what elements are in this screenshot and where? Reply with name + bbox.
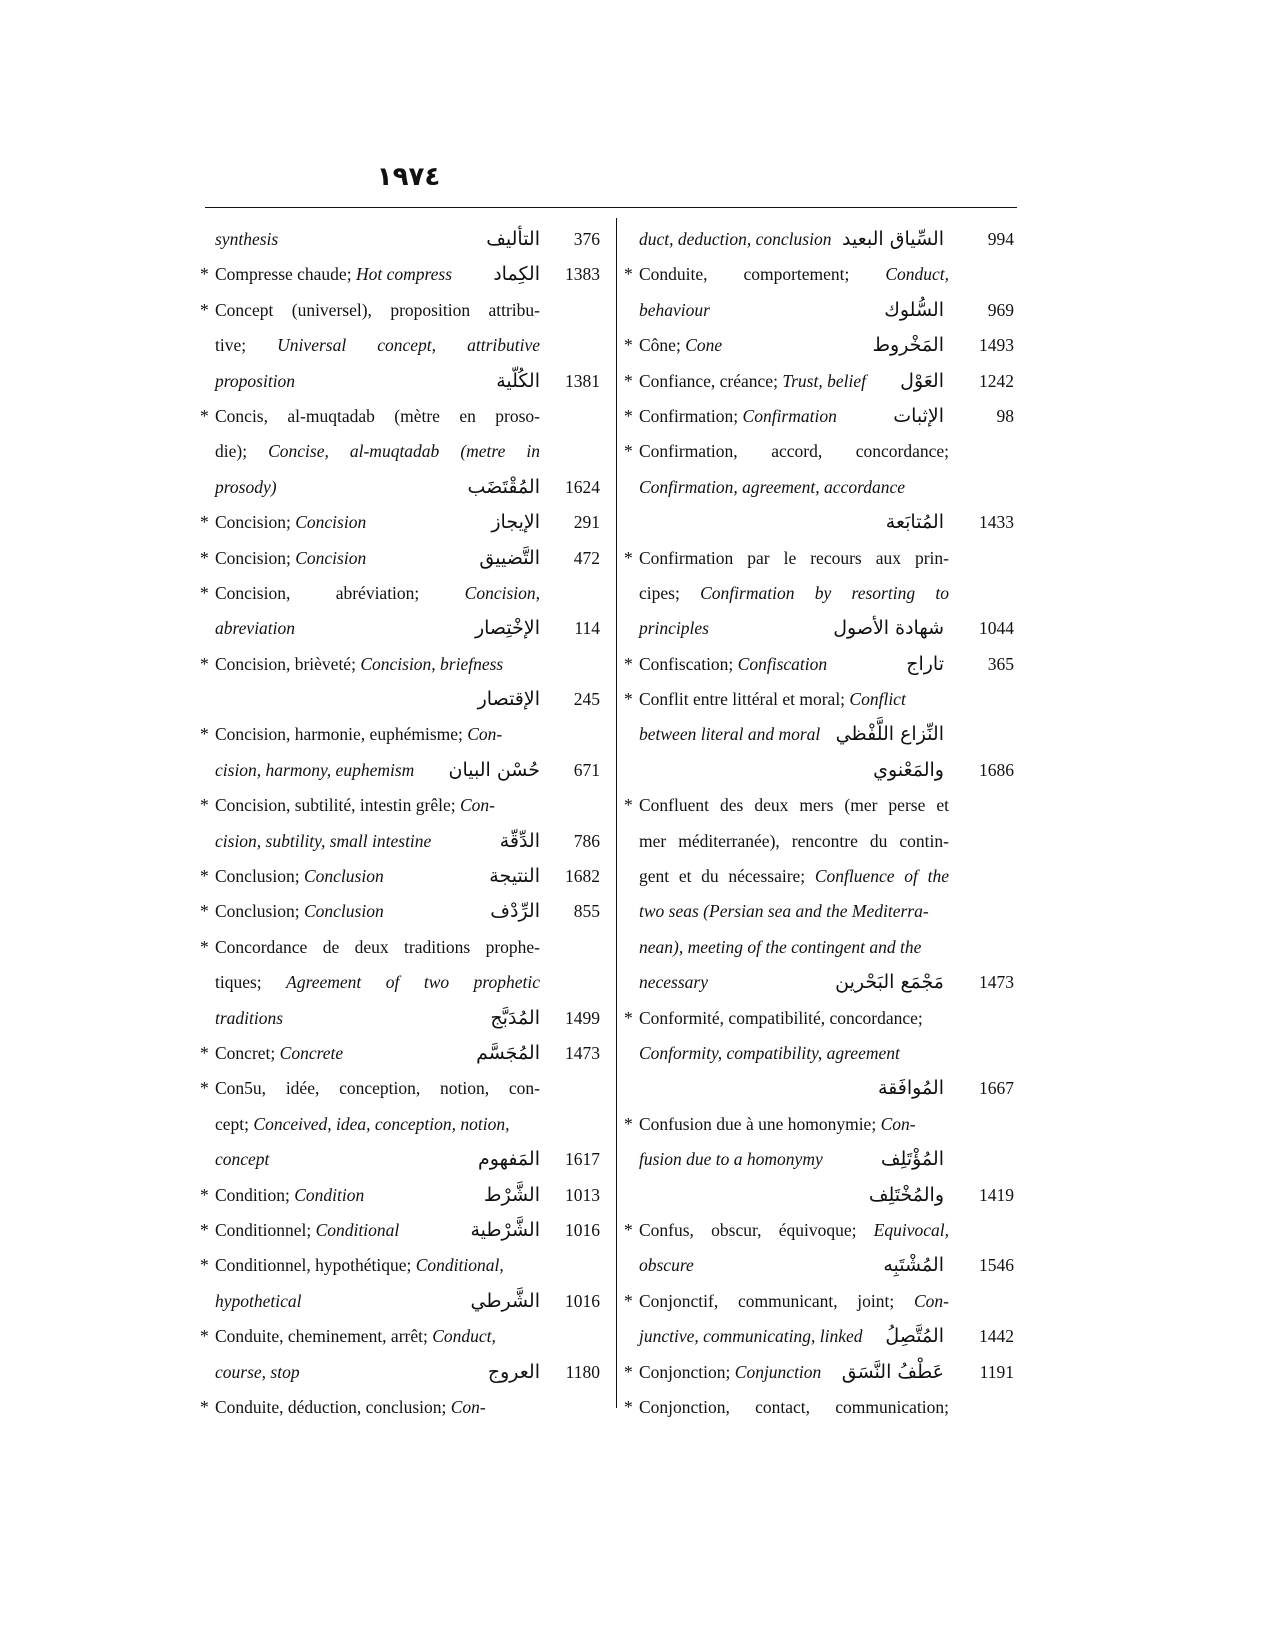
entry-text: Confirmation; Confirmation (639, 405, 837, 426)
entry-line (200, 611, 600, 646)
entry-marker: * (200, 1219, 209, 1240)
entry-line (200, 824, 600, 859)
entry-line (624, 293, 1014, 328)
entry-number: 671 (573, 759, 600, 780)
entry-text: obscure (639, 1255, 694, 1276)
entry-line (624, 1036, 1014, 1071)
entry-line (200, 930, 600, 965)
entry-line (200, 1248, 600, 1283)
arabic-term: المُتابَعة (885, 511, 944, 534)
entry-text: Confluent des deux mers (mer perse et (639, 795, 949, 816)
entry-line (200, 1071, 600, 1106)
arabic-term: المُؤْتَلِف (880, 1148, 944, 1171)
entry-text: cision, harmony, euphemism (215, 759, 415, 780)
entry-marker: * (624, 795, 633, 816)
entry-text: Concis, al-muqtadab (mètre en proso- (215, 405, 540, 426)
entry-line (624, 328, 1014, 363)
entry-text: Compresse chaude; Hot compress (215, 264, 453, 285)
entry-marker: * (624, 653, 633, 674)
entry-text: tiques; Agreement of two prophetic (215, 972, 541, 993)
entry-line (200, 576, 600, 611)
entry-line (624, 1071, 1014, 1106)
entry-line (200, 1390, 600, 1425)
entry-line (200, 1036, 600, 1071)
entry-text: proposition (215, 370, 296, 391)
entry-marker: * (200, 1184, 209, 1205)
entry-marker: * (200, 936, 209, 957)
entry-text: course, stop (215, 1361, 300, 1382)
entry-text: Confiance, créance; Trust, belief (639, 370, 866, 391)
arabic-term: شهادة الأصول (833, 617, 944, 640)
entry-text: die); Concise, al-muqtadab (metre in (215, 441, 540, 462)
entry-line (200, 647, 600, 682)
entry-number: 969 (987, 299, 1014, 320)
entry-line (200, 1107, 600, 1142)
entry-number: 376 (573, 229, 600, 249)
entry-number: 98 (996, 405, 1014, 426)
entry-text: behaviour (639, 299, 710, 320)
entry-text: between literal and moral (639, 724, 821, 745)
arabic-term: الشَّرطي (470, 1289, 540, 1312)
arabic-term: الإقتصار (477, 688, 540, 711)
arabic-term: الإخْتِصار (474, 617, 540, 640)
left-column (200, 222, 600, 1425)
entry-line (624, 576, 1014, 611)
entry-line (200, 1284, 600, 1319)
arabic-term: والمَعْنوي (873, 758, 944, 781)
arabic-term: المَخْروط (872, 334, 944, 357)
entry-line (624, 1107, 1014, 1142)
entry-text: Conclusion; Conclusion (215, 901, 384, 922)
arabic-term: المُوافَقة (877, 1077, 944, 1100)
entry-text: cision, subtility, small intestine (215, 830, 432, 851)
entry-marker: * (624, 1007, 633, 1028)
entry-marker: * (200, 1255, 209, 1276)
entry-line (624, 894, 1014, 929)
entry-marker: * (200, 512, 209, 533)
entry-number: 1473 (979, 972, 1014, 993)
entry-marker: * (200, 1042, 209, 1063)
entry-text: necessary (639, 972, 709, 993)
entry-line (624, 1178, 1014, 1213)
entry-line (624, 1142, 1014, 1177)
entry-text: Conclusion; Conclusion (215, 866, 384, 887)
entry-text: principles (639, 618, 709, 639)
arabic-term: المُقْتَضَب (467, 475, 540, 498)
entry-line (200, 257, 600, 292)
arabic-term: الكُلّية (496, 369, 540, 392)
entry-line (200, 1142, 600, 1177)
entry-number: 1499 (565, 1007, 600, 1028)
header-rule (205, 207, 1017, 208)
entry-marker: * (624, 1113, 633, 1134)
entry-number: 1473 (565, 1042, 600, 1063)
entry-marker: * (624, 370, 633, 391)
entry-line (624, 859, 1014, 894)
entry-text: Conditionnel, hypothétique; Conditional, (215, 1255, 504, 1276)
entry-text: Conjonction, contact, communication; (639, 1396, 949, 1417)
entry-text: Conduite, déduction, conclusion; Con- (215, 1396, 486, 1417)
arabic-term: والمُخْتَلِف (868, 1183, 944, 1206)
entry-text: Concision; Concision (215, 512, 367, 533)
entry-text: Conformity, compatibility, agreement (639, 1042, 900, 1063)
arabic-term: المُتَّصِلُ (885, 1325, 944, 1348)
entry-number: 365 (987, 653, 1014, 674)
entry-number: 1381 (565, 370, 600, 391)
entry-number: 1016 (565, 1219, 600, 1240)
arabic-term: الشَّرْطية (470, 1218, 540, 1241)
entry-line (200, 859, 600, 894)
entry-text: cept; Conceived, idea, conception, notion, (215, 1113, 510, 1134)
entry-marker: * (200, 582, 209, 603)
entry-line (624, 611, 1014, 646)
entry-number: 114 (574, 618, 600, 639)
entry-number: 1546 (979, 1255, 1014, 1276)
arabic-term: السُّلوك (884, 298, 944, 321)
entry-line (624, 682, 1014, 717)
right-column (624, 222, 1014, 1425)
entry-line (624, 1284, 1014, 1319)
entry-number: 1667 (979, 1078, 1014, 1099)
entry-text: Conjonctif, communicant, joint; Con- (639, 1290, 949, 1311)
entry-line (200, 965, 600, 1000)
entry-line (200, 364, 600, 399)
entry-line (200, 1001, 600, 1036)
entry-marker: * (200, 1078, 209, 1099)
entry-text: gent et du nécessaire; Confluence of the (639, 866, 949, 887)
entry-line (200, 293, 600, 328)
arabic-term: الإثبات (893, 404, 944, 427)
arabic-term: النتيجة (489, 865, 540, 888)
entry-text: fusion due to a homonymy (639, 1149, 823, 1170)
arabic-term: العَوْل (900, 369, 944, 392)
entry-number: 1686 (979, 759, 1014, 780)
entry-marker: * (200, 795, 209, 816)
entry-line (624, 788, 1014, 823)
entry-text: Confirmation, accord, concordance; (639, 441, 949, 462)
entry-line (200, 222, 600, 257)
entry-marker: * (200, 405, 209, 426)
entry-line (624, 222, 1014, 257)
entry-line (624, 434, 1014, 469)
arabic-term: المُجَسَّم (476, 1041, 540, 1064)
entry-number: 1383 (565, 264, 600, 285)
entry-marker: * (624, 335, 633, 356)
entry-line (200, 753, 600, 788)
entry-number: 855 (573, 901, 600, 922)
entry-text: Concision, subtilité, intestin grêle; Con- (215, 795, 495, 816)
entry-marker: * (624, 405, 633, 426)
entry-line (200, 1213, 600, 1248)
entry-line (624, 1248, 1014, 1283)
entry-marker: * (624, 547, 633, 568)
arabic-term: المُشْتَبِه (883, 1254, 944, 1277)
entry-number: 1419 (979, 1184, 1014, 1205)
entry-text: Confiscation; Confiscation (639, 653, 828, 674)
entry-line (624, 717, 1014, 752)
entry-marker: * (200, 866, 209, 887)
entry-text: Conformité, compatibilité, concordance; (639, 1007, 923, 1028)
entry-text: tive; Universal concept, attributive (215, 335, 540, 356)
arabic-term: المُدَبَّج (490, 1006, 540, 1029)
entry-text: Conditionnel; Conditional (215, 1219, 400, 1240)
entry-line (200, 788, 600, 823)
entry-text: Confirmation, agreement, accordance (639, 476, 906, 497)
entry-marker: * (200, 547, 209, 568)
entry-line (200, 434, 600, 469)
entry-text: two seas (Persian sea and the Mediterra- (639, 901, 929, 922)
arabic-term: الإيجاز (491, 511, 540, 534)
entry-line (200, 1355, 600, 1390)
entry-text: Cône; Cone (639, 335, 723, 356)
entry-number: 1242 (979, 370, 1014, 391)
entry-line (624, 364, 1014, 399)
entry-text: Concept (universel), proposition attribu- (215, 299, 540, 320)
entry-marker: * (624, 1361, 633, 1382)
arabic-term: تاراج (906, 652, 944, 675)
entry-line (624, 1319, 1014, 1354)
entry-line (624, 824, 1014, 859)
entry-line (624, 965, 1014, 1000)
entry-line (200, 399, 600, 434)
arabic-term: المَفهوم (477, 1148, 540, 1171)
arabic-term: حُسْن البيان (448, 758, 540, 781)
entry-text: cipes; Confirmation by resorting to (639, 582, 949, 603)
entry-line (624, 930, 1014, 965)
entry-text: Conduite, comportement; Conduct, (639, 264, 949, 285)
entry-text: Confusion due à une homonymie; Con- (639, 1113, 916, 1134)
entry-line (200, 470, 600, 505)
entry-line (624, 1355, 1014, 1390)
entry-text: Conduite, cheminement, arrêt; Conduct, (215, 1326, 496, 1347)
entry-number: 994 (987, 229, 1014, 249)
entry-number: 1013 (565, 1184, 600, 1205)
entry-line (200, 1178, 600, 1213)
entry-number: 1442 (979, 1326, 1014, 1347)
entry-line (200, 1319, 600, 1354)
entry-text: concept (215, 1149, 270, 1170)
entry-marker: * (624, 441, 633, 462)
entry-number: 1016 (565, 1290, 600, 1311)
entry-text: duct, deduction, conclusion (639, 229, 832, 249)
entry-text: junctive, communicating, linked (639, 1326, 863, 1347)
entry-number: 245 (573, 689, 600, 710)
entry-text: Conflit entre littéral et moral; Conflict (639, 689, 906, 710)
entry-number: 1682 (565, 866, 600, 887)
entry-text: mer méditerranée), rencontre du contin- (639, 830, 949, 851)
entry-text: Con5u, idée, conception, notion, con- (215, 1078, 540, 1099)
entry-line (200, 894, 600, 929)
page-number: ١٩٧٤ (376, 162, 441, 192)
entry-number: 1617 (565, 1149, 600, 1170)
entry-text: Concordance de deux traditions prophe- (215, 936, 540, 957)
entry-text: Concision, abréviation; Concision, (215, 582, 540, 603)
entry-marker: * (624, 1290, 633, 1311)
entry-marker: * (200, 653, 209, 674)
entry-number: 1044 (979, 618, 1014, 639)
arabic-term: العروج (487, 1360, 540, 1383)
arabic-term: الرِّدْف (490, 900, 540, 923)
entry-line (624, 647, 1014, 682)
entry-marker: * (624, 264, 633, 285)
entry-number: 786 (573, 830, 600, 851)
entry-number: 1180 (565, 1361, 600, 1382)
entry-text: Confus, obscur, équivoque; Equivocal, (639, 1219, 949, 1240)
entry-line (200, 717, 600, 752)
entry-text: Concision; Concision (215, 547, 367, 568)
entry-marker: * (200, 724, 209, 745)
entry-text: Confirmation par le recours aux prin- (639, 547, 949, 568)
entry-line (200, 505, 600, 540)
entry-marker: * (200, 1396, 209, 1417)
entry-text: Concision, harmonie, euphémisme; Con- (215, 724, 503, 745)
entry-number: 1493 (979, 335, 1014, 356)
entry-line (200, 682, 600, 717)
entry-text: abreviation (215, 618, 296, 639)
arabic-term: النِّزاع اللَّفْظي (835, 723, 944, 746)
arabic-term: الكِماد (493, 263, 540, 286)
entry-marker: * (200, 299, 209, 320)
entry-marker: * (200, 264, 209, 285)
entry-number: 1433 (979, 512, 1014, 533)
arabic-term: مَجْمَع البَحْرين (835, 971, 944, 994)
entry-line (624, 753, 1014, 788)
arabic-term: السِّياق البعيد (842, 228, 944, 250)
entry-text: synthesis (215, 229, 279, 249)
entry-line (624, 505, 1014, 540)
arabic-term: الشَّرْط (483, 1183, 540, 1206)
entry-text: Concret; Concrete (215, 1042, 344, 1063)
entry-line (624, 1213, 1014, 1248)
entry-text: Condition; Condition (215, 1184, 365, 1205)
entry-number: 1624 (565, 476, 600, 497)
entry-line (624, 541, 1014, 576)
arabic-term: الدِّقّة (499, 829, 540, 852)
entry-marker: * (624, 1396, 633, 1417)
arabic-term: التأليف (486, 228, 540, 250)
entry-marker: * (200, 1326, 209, 1347)
entry-text: nean), meeting of the contingent and the (639, 936, 922, 957)
entry-marker: * (200, 901, 209, 922)
entry-marker: * (624, 689, 633, 710)
entry-line (624, 257, 1014, 292)
entry-number: 472 (573, 547, 600, 568)
entry-line (200, 328, 600, 363)
arabic-term: التَّضييق (479, 546, 540, 569)
entry-number: 291 (573, 512, 600, 533)
entry-text: hypothetical (215, 1290, 302, 1311)
entry-text: traditions (215, 1007, 284, 1028)
entry-text: prosody) (215, 476, 277, 497)
entry-line (624, 470, 1014, 505)
entry-line (624, 1001, 1014, 1036)
entry-line (624, 1390, 1014, 1425)
entry-marker: * (624, 1219, 633, 1240)
entry-line (624, 399, 1014, 434)
entry-text: Concision, brièveté; Concision, briefness (215, 653, 504, 674)
arabic-term: عَطْفُ النَّسَق (841, 1360, 944, 1383)
entry-text: Conjonction; Conjunction (639, 1361, 822, 1382)
entry-number: 1191 (979, 1361, 1014, 1382)
column-divider (616, 218, 617, 1408)
entry-line (200, 541, 600, 576)
